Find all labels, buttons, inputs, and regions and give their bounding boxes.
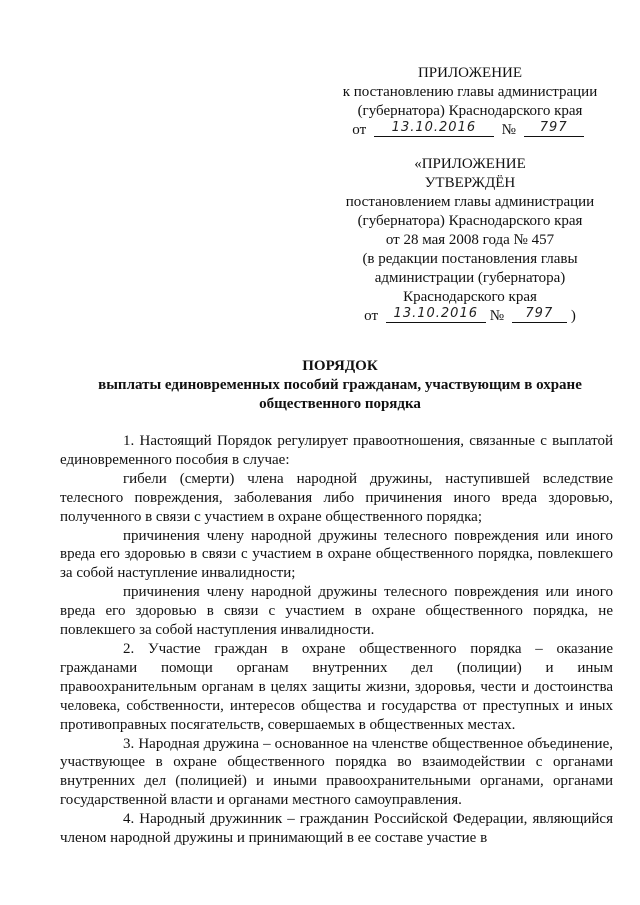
approval-line-6: Краснодарского края [403,289,537,305]
approval-approved: УТВЕРЖДЁН [424,175,516,191]
paragraph-5: 2. Участие граждан в охране общественного порядка – оказание гражданами помощи органам внутренних дел (полиции) и иным правоохранительным органам в целях защиты жизни, здоровья, чести и достоинства человека, собственности, интересов общества и государства от преступных и иных противоправных посягательств, совершаемых в общественных местах. [60,640,613,733]
approval-number-prefix: № [489,308,505,324]
approval-appendix-title: «ПРИЛОЖЕНИЕ [414,156,526,172]
appendix-line-1: к постановлению главы администрации [342,84,598,100]
paragraph-3: причинения члену народной дружины телесного повреждения или иного вреда его здоровью в связи с участием в охране общественного порядка, повлекшего за собой наступление инвалидности; [60,527,613,582]
appendix-date-line [325,121,615,140]
approval-date-prefix: от [364,308,379,324]
approval-handwritten-number: 797 [525,306,554,321]
approval-date-field [386,307,486,323]
handwritten-number: 797 [539,120,568,135]
paragraph-7: 4. Народный дружинник – гражданин Российской Федерации, являющийся членом народной дружины и принимающий в ее составе участие в [60,811,613,847]
date-prefix: от [352,122,367,138]
number-signature-field [524,121,584,137]
approval-number-field [512,307,567,323]
approval-handwritten-date: 13.10.2016 [393,306,478,321]
document-title-sub: выплаты единовременных пособий гражданам, участвующим в охране общественного порядка [98,377,582,412]
paragraph-1: 1. Настоящий Порядок регулирует правоотношения, связанные с выплатой единовременного пособия в случае: [60,433,613,468]
approval-header [325,155,615,326]
handwritten-date: 13.10.2016 [391,120,477,135]
appendix-header [325,64,615,140]
appendix-line-2: (губернатора) Краснодарского края [357,103,583,119]
paragraph-4: причинения члену народной дружины телесного повреждения или иного вреда его здоровью в связи с участием в охране общественного порядка, не повлекшего за собой наступления инвалидности. [60,584,613,639]
paragraph-2: гибели (смерти) члена народной дружины, наступившей вследствие телесного повреждения, заболевания либо причинения иного вреда здоровью, полученного в связи с участием в охране общественного порядка; [60,470,613,525]
paragraph-6: 3. Народная дружина – основанное на членстве общественное объединение, участвующее в охране общественного порядка во взаимодействии с органами внутренних дел (полицией) и иными правоохранительными органами, органами государственной власти и органами местного самоуправления. [60,735,613,809]
approval-line-5: администрации (губернатора) [374,270,566,286]
date-signature-field [374,121,494,137]
approval-line-4: (в редакции постановления главы [362,251,578,267]
document-title-main: ПОРЯДОК [302,358,378,374]
document-title [60,357,620,414]
approval-date-line [325,307,615,326]
approval-closing-paren: ) [570,308,576,324]
document-body [60,432,613,848]
approval-line-3: от 28 мая 2008 года № 457 [385,232,555,248]
number-prefix: № [501,122,516,138]
approval-line-2: (губернатора) Краснодарского края [357,213,583,229]
appendix-title: ПРИЛОЖЕНИЕ [417,65,523,81]
approval-line-1: постановлением главы администрации [345,194,595,210]
